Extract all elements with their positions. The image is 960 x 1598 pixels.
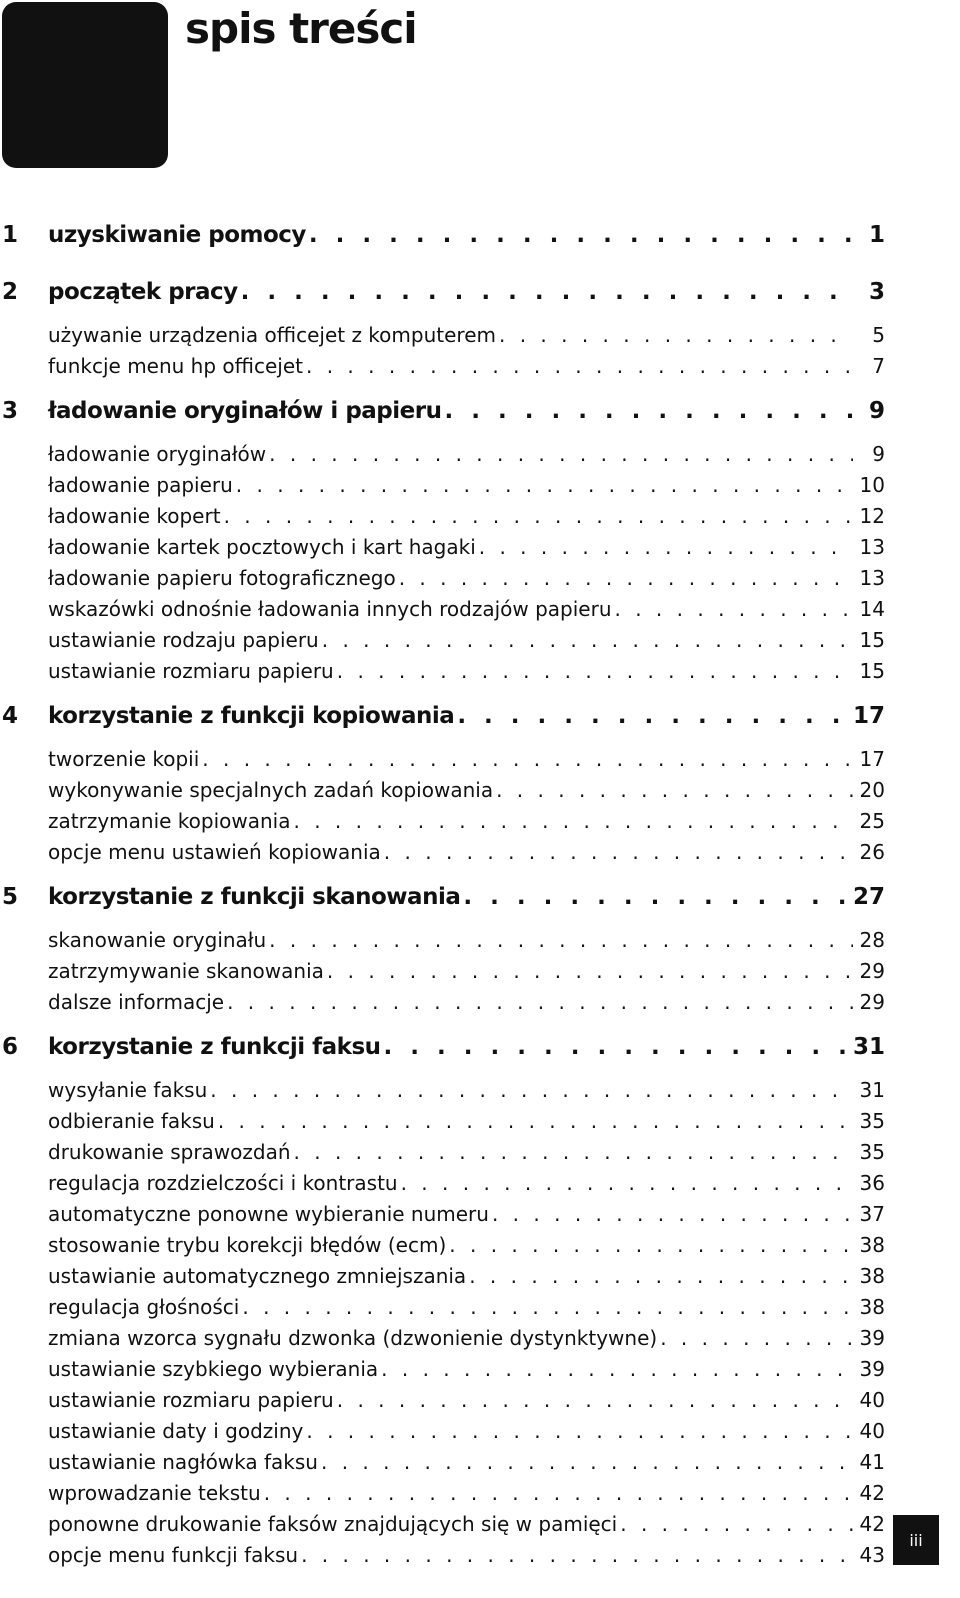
toc-chapter: [0, 398, 885, 690]
toc-entry[interactable]: [0, 1202, 885, 1233]
toc-chapter: [0, 703, 885, 871]
entry-page: 39: [859, 1357, 885, 1381]
dot-leader: [293, 809, 853, 833]
dot-leader: [384, 1034, 847, 1060]
entry-page: 38: [859, 1264, 885, 1288]
dot-leader: [660, 1326, 853, 1350]
dot-leader: [479, 535, 853, 559]
toc-entry[interactable]: [0, 659, 885, 690]
dot-leader: [444, 398, 853, 424]
dot-leader: [264, 1481, 853, 1505]
entry-title: opcje menu ustawień kopiowania: [48, 840, 381, 864]
dot-leader: [615, 597, 854, 621]
toc-chapter-entry[interactable]: [0, 279, 885, 323]
dot-leader: [496, 778, 853, 802]
entry-title: funkcje menu hp officejet: [48, 354, 303, 378]
chapter-page: 27: [852, 884, 885, 910]
entry-title: skanowanie oryginału: [48, 928, 267, 952]
toc-entry[interactable]: [0, 1140, 885, 1171]
chapter-page: 1: [868, 222, 885, 248]
toc-entry[interactable]: [0, 354, 885, 385]
entry-title: ładowanie oryginałów: [48, 442, 267, 466]
dot-leader: [327, 959, 853, 983]
entry-title: opcje menu funkcji faksu: [48, 1543, 299, 1567]
toc-chapter-entry[interactable]: [0, 398, 885, 442]
dot-leader: [210, 1078, 853, 1102]
toc-entry[interactable]: [0, 1543, 885, 1574]
dot-leader: [269, 442, 853, 466]
entry-page: 5: [872, 323, 885, 347]
entry-page: 41: [859, 1450, 885, 1474]
chapter-title: początek pracy: [48, 279, 238, 305]
toc-entry[interactable]: [0, 1419, 885, 1450]
chapter-number: 1: [2, 222, 19, 248]
chapter-number: 4: [2, 703, 19, 729]
dot-leader: [241, 279, 853, 305]
toc-entry[interactable]: [0, 959, 885, 990]
dot-leader: [457, 703, 847, 729]
chapter-title: korzystanie z funkcji kopiowania: [48, 703, 455, 729]
entry-title: ładowanie kopert: [48, 504, 221, 528]
entry-page: 31: [859, 1078, 885, 1102]
toc-entry[interactable]: [0, 990, 885, 1021]
toc-entry[interactable]: [0, 442, 885, 473]
chapter-title: korzystanie z funkcji faksu: [48, 1034, 381, 1060]
entry-title: ładowanie kartek pocztowych i kart hagaki: [48, 535, 476, 559]
entry-page: 15: [859, 628, 885, 652]
toc-chapter: [0, 279, 885, 385]
entry-page: 25: [859, 809, 885, 833]
entry-title: ustawianie rodzaju papieru: [48, 628, 319, 652]
dot-leader: [492, 1202, 853, 1226]
entry-title: ustawianie nagłówka faksu: [48, 1450, 318, 1474]
entry-page: 10: [859, 473, 885, 497]
toc-entry[interactable]: [0, 778, 885, 809]
entry-page: 13: [859, 535, 885, 559]
toc-entry[interactable]: [0, 628, 885, 659]
toc-entry[interactable]: [0, 473, 885, 504]
entry-title: drukowanie sprawozdań: [48, 1140, 291, 1164]
entry-title: ustawianie daty i godziny: [48, 1419, 304, 1443]
entry-page: 29: [859, 990, 885, 1014]
chapter-number: 3: [2, 398, 19, 424]
toc-entry[interactable]: [0, 1357, 885, 1388]
chapter-page: 3: [868, 279, 885, 305]
toc-entry[interactable]: [0, 535, 885, 566]
entry-title: odbieranie faksu: [48, 1109, 215, 1133]
entry-title: ponowne drukowanie faksów znajdujących się w pamięci: [48, 1512, 618, 1536]
entry-title: zmiana wzorca sygnału dzwonka (dzwonienie dystynktywne): [48, 1326, 658, 1350]
dot-leader: [236, 473, 853, 497]
toc-entry[interactable]: [0, 504, 885, 535]
entry-title: ustawianie automatycznego zmniejszania: [48, 1264, 467, 1288]
entry-page: 36: [859, 1171, 885, 1195]
toc-entry[interactable]: [0, 1295, 885, 1326]
entry-page: 40: [859, 1388, 885, 1412]
entry-title: zatrzymanie kopiowania: [48, 809, 291, 833]
chapter-title: uzyskiwanie pomocy: [48, 222, 306, 248]
entry-page: 13: [859, 566, 885, 590]
toc-entry[interactable]: [0, 928, 885, 959]
entry-title: zatrzymywanie skanowania: [48, 959, 324, 983]
table-of-contents: [0, 222, 885, 1587]
corner-block: [2, 2, 168, 168]
page-number-badge: iii: [893, 1515, 939, 1565]
dot-leader: [401, 1171, 853, 1195]
toc-entry[interactable]: [0, 1481, 885, 1512]
toc-entry[interactable]: [0, 1078, 885, 1109]
toc-chapter-entry[interactable]: [0, 703, 885, 747]
toc-entry[interactable]: [0, 840, 885, 871]
toc-entry[interactable]: [0, 1264, 885, 1295]
entry-title: tworzenie kopii: [48, 747, 200, 771]
entry-page: 40: [859, 1419, 885, 1443]
entry-page: 28: [859, 928, 885, 952]
entry-page: 38: [859, 1233, 885, 1257]
entry-page: 39: [859, 1326, 885, 1350]
entry-title: ładowanie papieru fotograficznego: [48, 566, 396, 590]
dot-leader: [227, 990, 853, 1014]
toc-entry[interactable]: [0, 1171, 885, 1202]
dot-leader: [301, 1543, 853, 1567]
entry-page: 35: [859, 1140, 885, 1164]
entry-page: 17: [859, 747, 885, 771]
entry-title: ustawianie szybkiego wybierania: [48, 1357, 379, 1381]
entry-title: wprowadzanie tekstu: [48, 1481, 261, 1505]
dot-leader: [499, 323, 853, 347]
entry-page: 42: [859, 1481, 885, 1505]
entry-page: 9: [872, 442, 885, 466]
dot-leader: [337, 1388, 853, 1412]
entry-title: wykonywanie specjalnych zadań kopiowania: [48, 778, 494, 802]
dot-leader: [306, 1419, 853, 1443]
entry-page: 38: [859, 1295, 885, 1319]
dot-leader: [384, 840, 853, 864]
dot-leader: [202, 747, 853, 771]
entry-title: ustawianie rozmiaru papieru: [48, 659, 334, 683]
toc-entry[interactable]: [0, 1109, 885, 1140]
dot-leader: [620, 1512, 853, 1536]
chapter-number: 5: [2, 884, 19, 910]
toc-chapter-entry[interactable]: [0, 222, 885, 266]
dot-leader: [218, 1109, 853, 1133]
dot-leader: [449, 1233, 853, 1257]
dot-leader: [309, 222, 853, 248]
dot-leader: [224, 504, 853, 528]
chapter-title: korzystanie z funkcji skanowania: [48, 884, 461, 910]
entry-page: 20: [859, 778, 885, 802]
entry-title: automatyczne ponowne wybieranie numeru: [48, 1202, 489, 1226]
toc-chapter-entry[interactable]: [0, 884, 885, 928]
toc-entry[interactable]: [0, 597, 885, 628]
entry-title: regulacja głośności: [48, 1295, 240, 1319]
toc-entry[interactable]: [0, 1233, 885, 1264]
dot-leader: [381, 1357, 853, 1381]
entry-title: używanie urządzenia officejet z komputerem: [48, 323, 496, 347]
entry-title: wysyłanie faksu: [48, 1078, 208, 1102]
chapter-page: 9: [868, 398, 885, 424]
toc-entry[interactable]: [0, 1388, 885, 1419]
dot-leader: [399, 566, 853, 590]
dot-leader: [242, 1295, 853, 1319]
entry-page: 37: [859, 1202, 885, 1226]
toc-entry[interactable]: [0, 1326, 885, 1357]
entry-title: wskazówki odnośnie ładowania innych rodzajów papieru: [48, 597, 612, 621]
chapter-number: 2: [2, 279, 19, 305]
entry-title: stosowanie trybu korekcji błędów (ecm): [48, 1233, 447, 1257]
toc-entry[interactable]: [0, 1512, 885, 1543]
entry-title: dalsze informacje: [48, 990, 225, 1014]
dot-leader: [469, 1264, 853, 1288]
dot-leader: [463, 884, 847, 910]
entry-page: 14: [859, 597, 885, 621]
entry-title: ładowanie papieru: [48, 473, 233, 497]
toc-entry[interactable]: [0, 809, 885, 840]
dot-leader: [269, 928, 853, 952]
dot-leader: [294, 1140, 853, 1164]
entry-page: 43: [859, 1543, 885, 1567]
dot-leader: [337, 659, 853, 683]
entry-page: 29: [859, 959, 885, 983]
chapter-page: 31: [852, 1034, 885, 1060]
page-title: spis treści: [185, 4, 417, 53]
entry-page: 35: [859, 1109, 885, 1133]
toc-entry[interactable]: [0, 323, 885, 354]
entry-title: ustawianie rozmiaru papieru: [48, 1388, 334, 1412]
entry-page: 26: [859, 840, 885, 864]
entry-page: 42: [859, 1512, 885, 1536]
chapter-title: ładowanie oryginałów i papieru: [48, 398, 442, 424]
chapter-page: 17: [852, 703, 885, 729]
dot-leader: [321, 1450, 853, 1474]
entry-title: regulacja rozdzielczości i kontrastu: [48, 1171, 398, 1195]
dot-leader: [306, 354, 853, 378]
entry-page: 7: [872, 354, 885, 378]
entry-page: 15: [859, 659, 885, 683]
toc-entry[interactable]: [0, 566, 885, 597]
dot-leader: [322, 628, 853, 652]
chapter-number: 6: [2, 1034, 19, 1060]
toc-entry[interactable]: [0, 747, 885, 778]
toc-chapter-entry[interactable]: [0, 1034, 885, 1078]
toc-entry[interactable]: [0, 1450, 885, 1481]
toc-chapter: [0, 884, 885, 1021]
toc-chapter: [0, 222, 885, 266]
toc-chapter: [0, 1034, 885, 1574]
entry-page: 12: [859, 504, 885, 528]
